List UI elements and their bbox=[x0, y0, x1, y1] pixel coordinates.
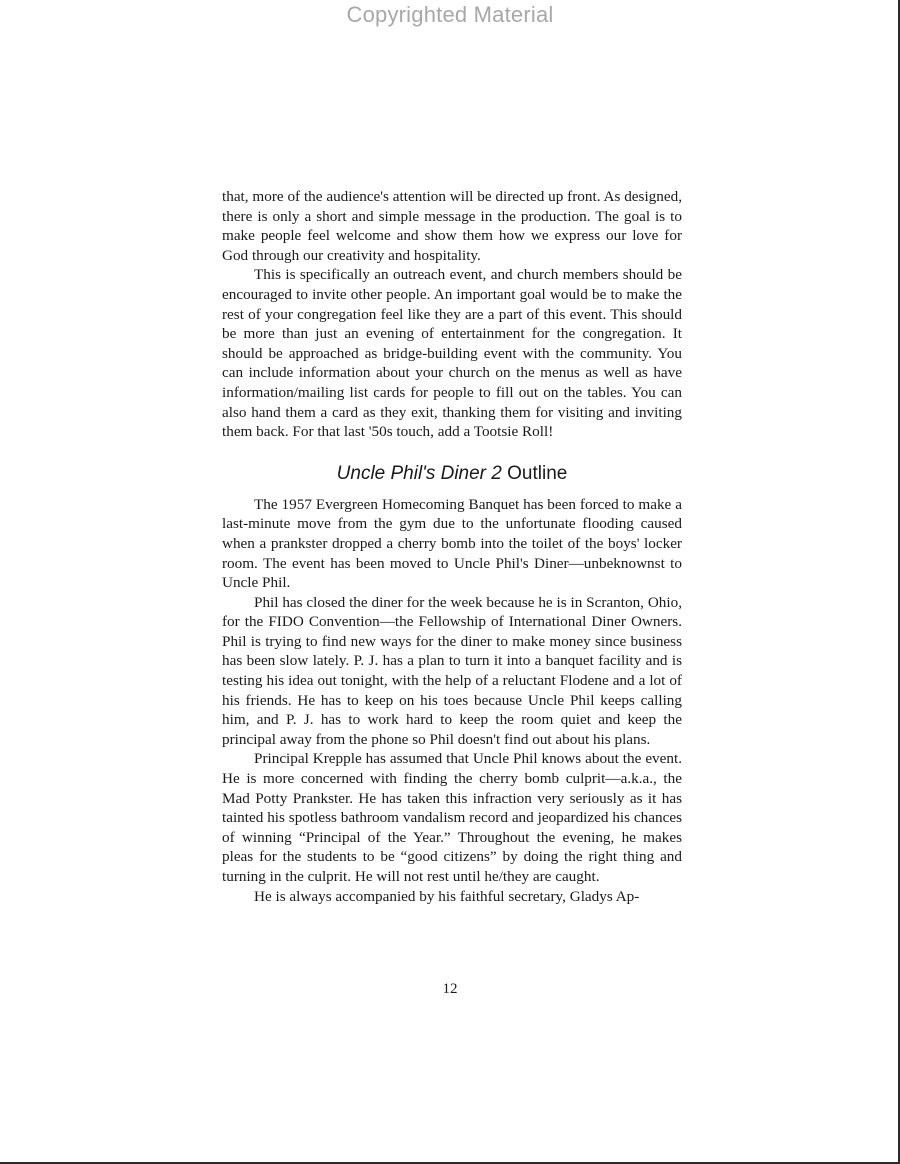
section-heading-title: Uncle Phil's Diner 2 bbox=[336, 462, 502, 484]
copyright-watermark: Copyrighted Material bbox=[346, 2, 554, 27]
page-body bbox=[222, 187, 682, 906]
paragraph-outreach: This is specifically an outreach event, and church members should be encouraged to invite other people. An important goal would be to make the rest of your congregation feel like they are a part of this event. This should be more than just an evening of entertainment for the congregation. It should be approached as bridge-building event with the community. You can include information about your church on the menus as well as have information/mailing list cards for people to fill out on the tables. You can also hand them a card as they exit, thanking them for visiting and inviting them back. For that last '50s touch, add a Tootsie Roll! bbox=[222, 266, 682, 441]
paragraph-banquet: The 1957 Evergreen Homecoming Banquet has been forced to make a last-minute move from the gym due to the unfortunate flooding caused when a prankster dropped a cherry bomb into the toilet of the boys' locker room. The event has been moved to Uncle Phil's Diner—unbeknownst to Uncle Phil. bbox=[222, 495, 682, 592]
paragraph-secretary: He is always accompanied by his faithful secretary, Gladys Ap- bbox=[254, 887, 640, 905]
paragraph-krepple: Principal Krepple has assumed that Uncle Phil knows about the event. He is more concerned with finding the cherry bomb culprit—a.k.a., the Mad Potty Prankster. He has taken this infraction very seriously as it has tainted his spotless bathroom vandalism record and jeopardized his chances of winning “Principal of the Year.” Throughout the evening, he makes pleas for the students to be “good citizens” by doing the right thing and turning in the culprit. He will not rest until he/they are caught. bbox=[222, 750, 682, 885]
page-number: 12 bbox=[442, 981, 458, 997]
section-heading-suffix: Outline bbox=[501, 462, 568, 484]
section-heading bbox=[222, 462, 682, 486]
paragraph-phil: Phil has closed the diner for the week because he is in Scranton, Ohio, for the FIDO Convention—the Fellowship of International Diner Owners. Phil is trying to find new ways for the diner to make money since business has been slow lately. P. J. has a plan to turn it into a banquet facility and is testing his idea out tonight, with the help of a reluctant Flodene and a lot of his friends. He has to keep on his toes because Uncle Phil keeps calling him, and P. J. has to work hard to keep the room quiet and keep the principal away from the phone so Phil doesn't find out about his plans. bbox=[222, 593, 682, 748]
paragraph-continuation: that, more of the audience's attention will be directed up front. As designed, there is only a short and simple message in the production. The goal is to make people feel welcome and show them how we express our love for God through our creativity and hospitality. bbox=[222, 188, 682, 264]
